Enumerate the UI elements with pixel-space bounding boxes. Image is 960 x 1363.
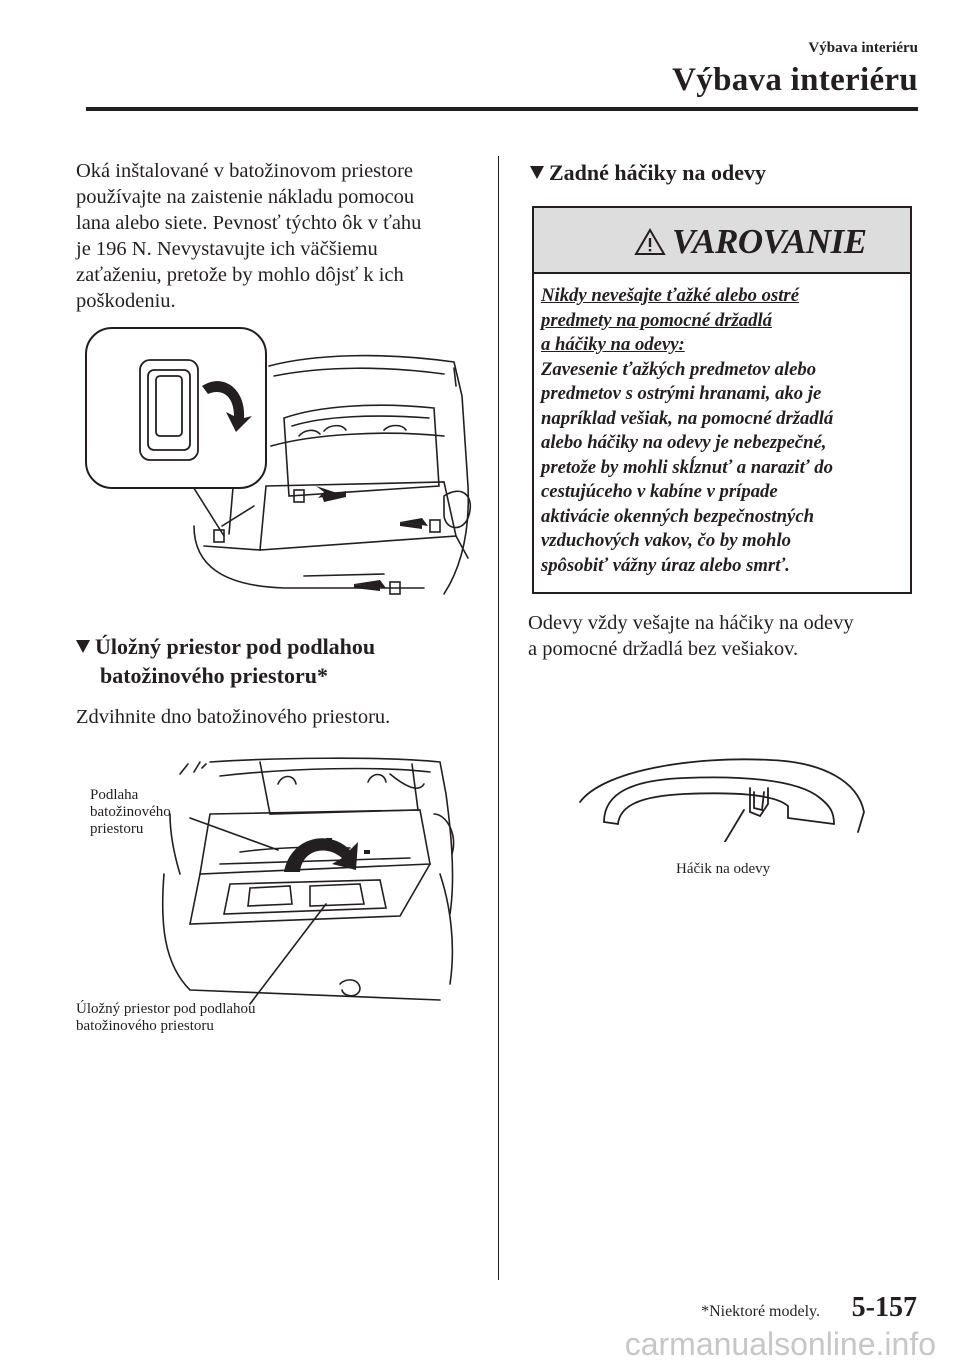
column-divider bbox=[498, 156, 499, 1280]
warning-line: napríklad vešiak, na pomocné držadlá bbox=[541, 407, 834, 429]
header-rule bbox=[86, 107, 918, 111]
warning-line: cestujúceho v kabíne v prípade bbox=[541, 481, 778, 502]
underfloor-storage-illustration bbox=[150, 754, 470, 1018]
intro-line: používajte na zaistenie nákladu pomocou bbox=[76, 186, 415, 208]
warning-box bbox=[532, 206, 912, 594]
warning-line: vzduchových vakov, čo by mohlo bbox=[541, 530, 791, 551]
triangle-bullet-icon bbox=[76, 640, 90, 653]
warning-line: spôsobiť vážny úraz alebo smrť. bbox=[541, 554, 790, 576]
label-line: batožinového priestoru bbox=[76, 1018, 214, 1034]
warning-text bbox=[541, 284, 901, 578]
intro-line: zaťaženiu, pretože by mohlo dôjsť k ich bbox=[76, 264, 404, 286]
warning-line: aktivácie okenných bezpečnostných bbox=[541, 505, 815, 527]
body-line: a pomocné držadlá bez vešiakov. bbox=[528, 638, 799, 660]
triangle-bullet-icon bbox=[530, 166, 544, 179]
coat-hooks-body bbox=[528, 610, 854, 662]
underfloor-body: Zdvihnite dno batožinového priestoru. bbox=[76, 706, 391, 728]
footnote: *Niektoré modely. bbox=[701, 1303, 820, 1320]
warning-line: alebo háčiky na odevy je nebezpečné, bbox=[541, 432, 827, 453]
floor-label bbox=[90, 787, 171, 838]
heading-text: Zadné háčiky na odevy bbox=[549, 160, 766, 185]
intro-line: lana alebo siete. Pevnosť týchto ôk v ťahu bbox=[76, 212, 422, 234]
warning-triangle-icon bbox=[634, 228, 666, 256]
storage-box-label bbox=[76, 1001, 256, 1035]
warning-line: Zavesenie ťažkých predmetov alebo bbox=[541, 358, 817, 380]
cargo-hooks-illustration bbox=[84, 326, 474, 606]
section-subtitle: Výbava interiéru bbox=[808, 40, 918, 56]
coat-hooks-heading bbox=[530, 158, 766, 187]
underfloor-heading-cont: batožinového priestoru* bbox=[100, 663, 328, 688]
warning-header bbox=[534, 208, 910, 274]
warning-title: VAROVANIE bbox=[672, 222, 867, 261]
label-line: Úložný priestor pod podlahou bbox=[76, 1001, 256, 1017]
warning-line: predmety na pomocné držadlá bbox=[541, 309, 772, 331]
label-line: priestoru bbox=[90, 821, 144, 837]
warning-line: predmetov s ostrými hranami, ako je bbox=[541, 383, 822, 404]
label-line: batožinového bbox=[90, 804, 171, 820]
warning-line: a háčiky na odevy: bbox=[541, 334, 685, 355]
heading-line: Úložný priestor pod podlahou bbox=[95, 634, 376, 659]
intro-line: Oká inštalované v batožinovom priestore bbox=[76, 160, 414, 182]
section-title: Výbava interiéru bbox=[672, 62, 918, 98]
intro-line: je 196 N. Nevystavujte ich väčšiemu bbox=[76, 238, 378, 260]
underfloor-heading bbox=[76, 632, 375, 661]
warning-line: Nikdy nevešajte ťažké alebo ostré bbox=[541, 285, 800, 306]
intro-paragraph bbox=[76, 158, 486, 314]
body-line: Odevy vždy vešajte na háčiky na odevy bbox=[528, 612, 854, 634]
page-number: 5-157 bbox=[851, 1292, 917, 1323]
grab-handle-illustration bbox=[574, 752, 874, 842]
watermark: carmanualsonline.info bbox=[624, 1326, 936, 1362]
intro-line: poškodeniu. bbox=[76, 290, 176, 312]
coat-hook-label: Háčik na odevy bbox=[676, 861, 771, 877]
label-line: Podlaha bbox=[90, 787, 139, 803]
warning-line: pretože by mohli skĺznuť a naraziť do bbox=[541, 456, 833, 478]
